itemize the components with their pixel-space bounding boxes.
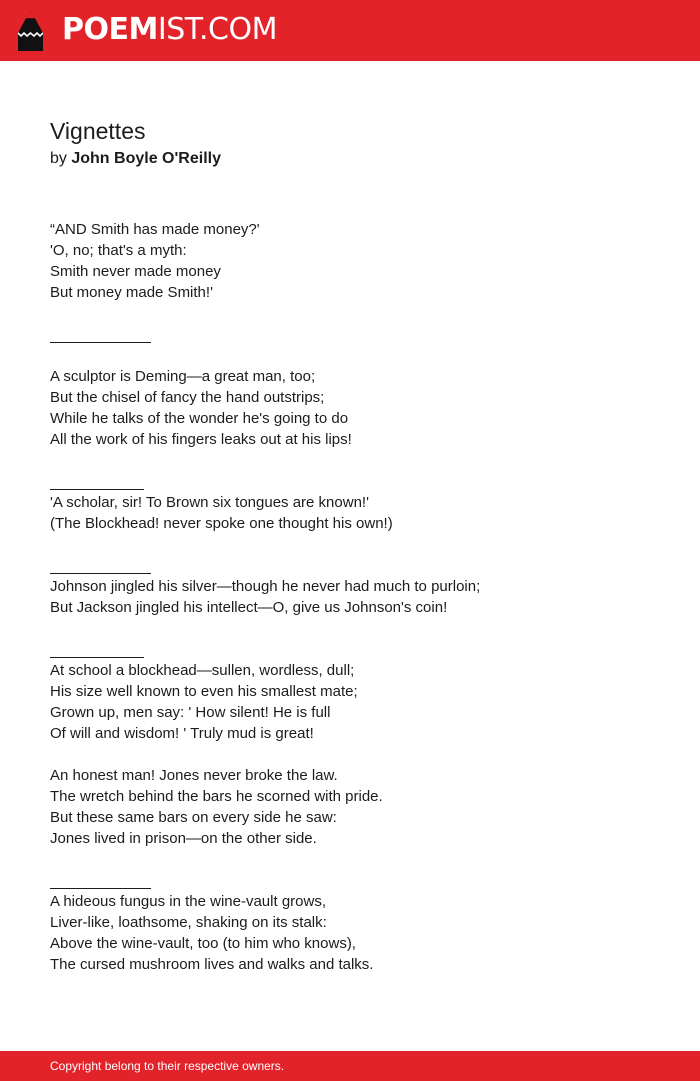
poem-line: Johnson jingled his silver—though he never had much to purloin; bbox=[50, 578, 481, 595]
poem-line: Of will and wisdom! ' Truly mud is great! bbox=[50, 725, 314, 742]
author-name: John Boyle O'Reilly bbox=[71, 150, 221, 167]
blank-line bbox=[50, 450, 670, 471]
poem-line: Jones lived in prison—on the other side. bbox=[50, 830, 317, 847]
blank-line bbox=[50, 345, 670, 366]
blank-line bbox=[50, 303, 670, 324]
copyright-text: Copyright belong to their respective owners. bbox=[50, 1059, 285, 1073]
poem-line: Liver-like, loathsome, shaking on its stalk: bbox=[50, 914, 327, 931]
poem-line: An honest man! Jones never broke the law. bbox=[50, 767, 338, 784]
blank-line bbox=[50, 849, 670, 870]
poem-line: A hideous fungus in the wine-vault grows, bbox=[50, 893, 326, 910]
poem-line: But these same bars on every side he saw: bbox=[50, 809, 337, 826]
poem-line: A sculptor is Deming—a great man, too; bbox=[50, 368, 316, 385]
poem-line: 'O, no; that's a myth: bbox=[50, 242, 187, 259]
blank-line bbox=[50, 534, 670, 555]
stanza-separator bbox=[50, 870, 670, 891]
blank-line bbox=[50, 618, 670, 639]
logo-bold-text: POEM bbox=[62, 12, 158, 47]
pencil-icon bbox=[18, 10, 43, 51]
poem-line: But Jackson jingled his intellect—O, give us Johnson's coin! bbox=[50, 599, 448, 616]
blank-line bbox=[50, 744, 670, 765]
by-label: by bbox=[50, 150, 67, 167]
poem-line: Above the wine-vault, too (to him who knows), bbox=[50, 935, 356, 952]
poem-body bbox=[50, 219, 670, 975]
poem-line: But the chisel of fancy the hand outstrips; bbox=[50, 389, 325, 406]
byline bbox=[50, 149, 221, 169]
poem-line: His size well known to even his smallest mate; bbox=[50, 683, 358, 700]
site-footer bbox=[0, 1051, 700, 1081]
poem-line: The cursed mushroom lives and walks and talks. bbox=[50, 956, 374, 973]
poem-line: (The Blockhead! never spoke one thought his own!) bbox=[50, 515, 393, 532]
site-logo[interactable] bbox=[62, 12, 277, 48]
poem-line: The wretch behind the bars he scorned with pride. bbox=[50, 788, 383, 805]
poem-line: All the work of his fingers leaks out at his lips! bbox=[50, 431, 352, 448]
poem-line: But money made Smith!' bbox=[50, 284, 213, 301]
poem-line: At school a blockhead—sullen, wordless, dull; bbox=[50, 662, 355, 679]
stanza-separator bbox=[50, 324, 670, 345]
stanza-separator bbox=[50, 555, 670, 576]
poem-line: While he talks of the wonder he's going to do bbox=[50, 410, 349, 427]
poem-line: 'A scholar, sir! To Brown six tongues are known!' bbox=[50, 494, 369, 511]
poem-line: Grown up, men say: ' How silent! He is full bbox=[50, 704, 331, 721]
poem-title: Vignettes bbox=[50, 118, 146, 144]
poem-line: “AND Smith has made money?' bbox=[50, 221, 260, 238]
logo-light-text: IST.COM bbox=[157, 12, 277, 47]
site-header bbox=[0, 0, 700, 61]
stanza-separator bbox=[50, 639, 670, 660]
poem-line: Smith never made money bbox=[50, 263, 221, 280]
stanza-separator bbox=[50, 471, 670, 492]
